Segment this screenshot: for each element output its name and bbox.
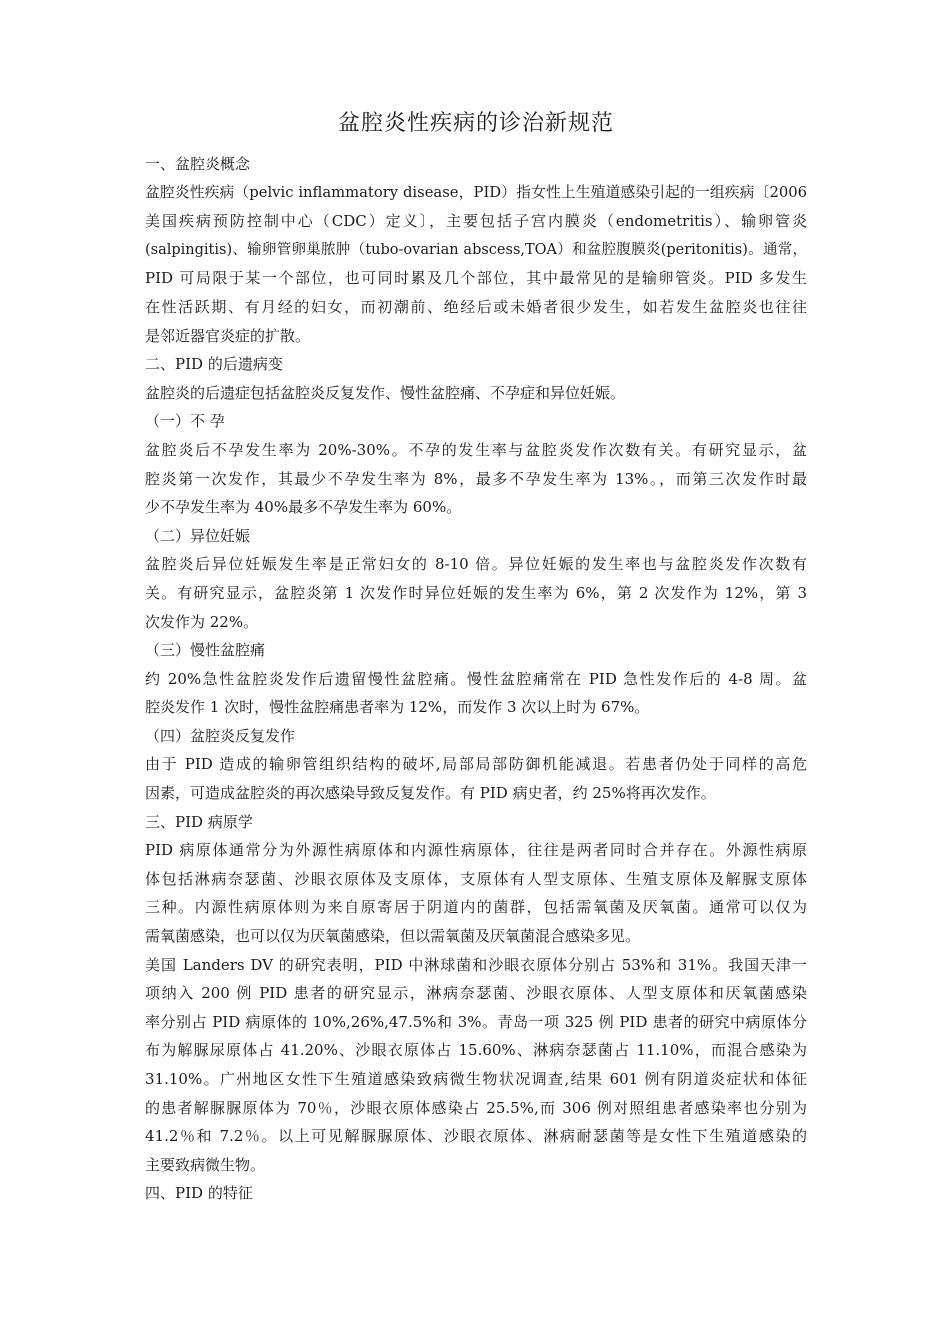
paragraph-line: 关。有研究显示，盆腔炎第 1 次发作时异位妊娠的发生率为 6%，第 2 次发作为 12%，第 3 — [145, 583, 807, 602]
paragraph-line: 次发作为 22%。 — [145, 612, 259, 631]
paragraph-line: 腔炎第一次发作，其最少不孕发生率为 8%，最多不孕发生率为 13%。，而第三次发作时最 — [145, 469, 807, 488]
section-heading: （二）异位妊娠 — [145, 526, 251, 545]
paragraph-line: 体包括淋病奈瑟菌、沙眼衣原体及支原体，支原体有人型支原体、生殖支原体及解脲支原体 — [145, 869, 807, 888]
paragraph-line: 美国疾病预防控制中心（CDC）定义〕，主要包括子宫内膜炎（endometritis）、输卵管炎 — [145, 212, 807, 231]
section-heading: 二、PID 的后遗病变 — [145, 355, 283, 374]
paragraph-line: PID 可局限于某一个部位，也可同时累及几个部位，其中最常见的是输卵管炎。PID 多发生 — [145, 269, 807, 288]
paragraph-line: 41.2％和 7.2％。以上可见解脲脲原体、沙眼衣原体、淋病耐瑟菌等是女性下生殖道感染的 — [145, 1127, 807, 1146]
paragraph-line: 是邻近器官炎症的扩散。 — [145, 326, 311, 345]
document-page — [145, 108, 807, 1208]
section-heading: （三）慢性盆腔痛 — [145, 641, 266, 660]
paragraph-line: 三种。内源性病原体则为来自原寄居于阴道内的菌群，包括需氧菌及厌氧菌。通常可以仅为 — [145, 898, 807, 917]
paragraph-line: 需氧菌感染，也可以仅为厌氧菌感染，但以需氧菌及厌氧菌混合感染多见。 — [145, 927, 641, 946]
paragraph-line: 由于 PID 造成的输卵管组织结构的破坏,局部局部防御机能减退。若患者仍处于同样的高危 — [145, 755, 807, 774]
paragraph-line: 腔炎发作 1 次时，慢性盆腔痛患者率为 12%，而发作 3 次以上时为 67%。 — [145, 698, 650, 717]
paragraph-line: 约 20%急性盆腔炎发作后遗留慢性盆腔痛。慢性盆腔痛常在 PID 急性发作后的 4-8 周。盆 — [145, 669, 807, 688]
paragraph-line: (salpingitis)、输卵管卵巢脓肿（tubo-ovarian abscess,TOA）和盆腔腹膜炎(peritonitis)。通常， — [145, 241, 807, 258]
section-heading: （一）不 孕 — [145, 412, 225, 431]
section-heading: （四）盆腔炎反复发作 — [145, 726, 296, 745]
section-heading: 四、PID 的特征 — [145, 1184, 253, 1203]
document-title: 盆腔炎性疾病的诊治新规范 — [337, 111, 614, 136]
paragraph-line: 主要致病微生物。 — [145, 1155, 266, 1174]
paragraph-line: 盆腔炎的后遗症包括盆腔炎反复发作、慢性盆腔痛、不孕症和异位妊娠。 — [145, 383, 626, 402]
section-heading: 三、PID 病原学 — [145, 812, 253, 831]
paragraph-line: 率分别占 PID 病原体的 10%,26%,47.5%和 3%。青岛一项 325 例 PID 患者的研究中病原体分 — [145, 1012, 807, 1031]
paragraph-line: 因素，可造成盆腔炎的再次感染导致反复发作。有 PID 病史者，约 25%将再次发作。 — [145, 784, 716, 803]
paragraph-line: 少不孕发生率为 40%最多不孕发生率为 60%。 — [145, 498, 462, 517]
paragraph-line: 在性活跃期、有月经的妇女，而初潮前、绝经后或未婚者很少发生，如若发生盆腔炎也往往 — [145, 297, 807, 316]
paragraph-line: 布为解脲尿原体占 41.20%、沙眼衣原体占 15.60%、淋病奈瑟菌占 11.10%，而混合感染为 — [145, 1041, 807, 1060]
paragraph-line: 31.10%。广州地区女性下生殖道感染致病微生物状况调查,结果 601 例有阴道炎症状和体征 — [145, 1070, 807, 1088]
paragraph-line: 盆腔炎后异位妊娠发生率是正常妇女的 8-10 倍。异位妊娠的发生率也与盆腔炎发作次数有 — [145, 555, 807, 574]
document-body — [145, 150, 807, 1208]
paragraph-line: 盆腔炎后不孕发生率为 20%-30%。不孕的发生率与盆腔炎发作次数有关。有研究显示，盆 — [145, 440, 807, 459]
paragraph-line: 盆腔炎性疾病（pelvic inflammatory disease，PID）指女性上生殖道感染引起的一组疾病〔2006 — [145, 183, 807, 201]
paragraph-line: 的患者解脲脲原体为 70％，沙眼衣原体感染占 25.5%,而 306 例对照组患者感染率也分别为 — [145, 1098, 807, 1117]
section-heading: 一、盆腔炎概念 — [145, 155, 251, 173]
paragraph-line: 美国 Landers DV 的研究表明，PID 中淋球菌和沙眼衣原体分别占 53%和 31%。我国天津一 — [145, 955, 807, 974]
paragraph-line: 项纳入 200 例 PID 患者的研究显示，淋病奈瑟菌、沙眼衣原体、人型支原体和厌氧菌感染 — [145, 984, 807, 1003]
paragraph-line: PID 病原体通常分为外源性病原体和内源性病原体，往往是两者同时合并存在。外源性病原 — [145, 841, 807, 860]
